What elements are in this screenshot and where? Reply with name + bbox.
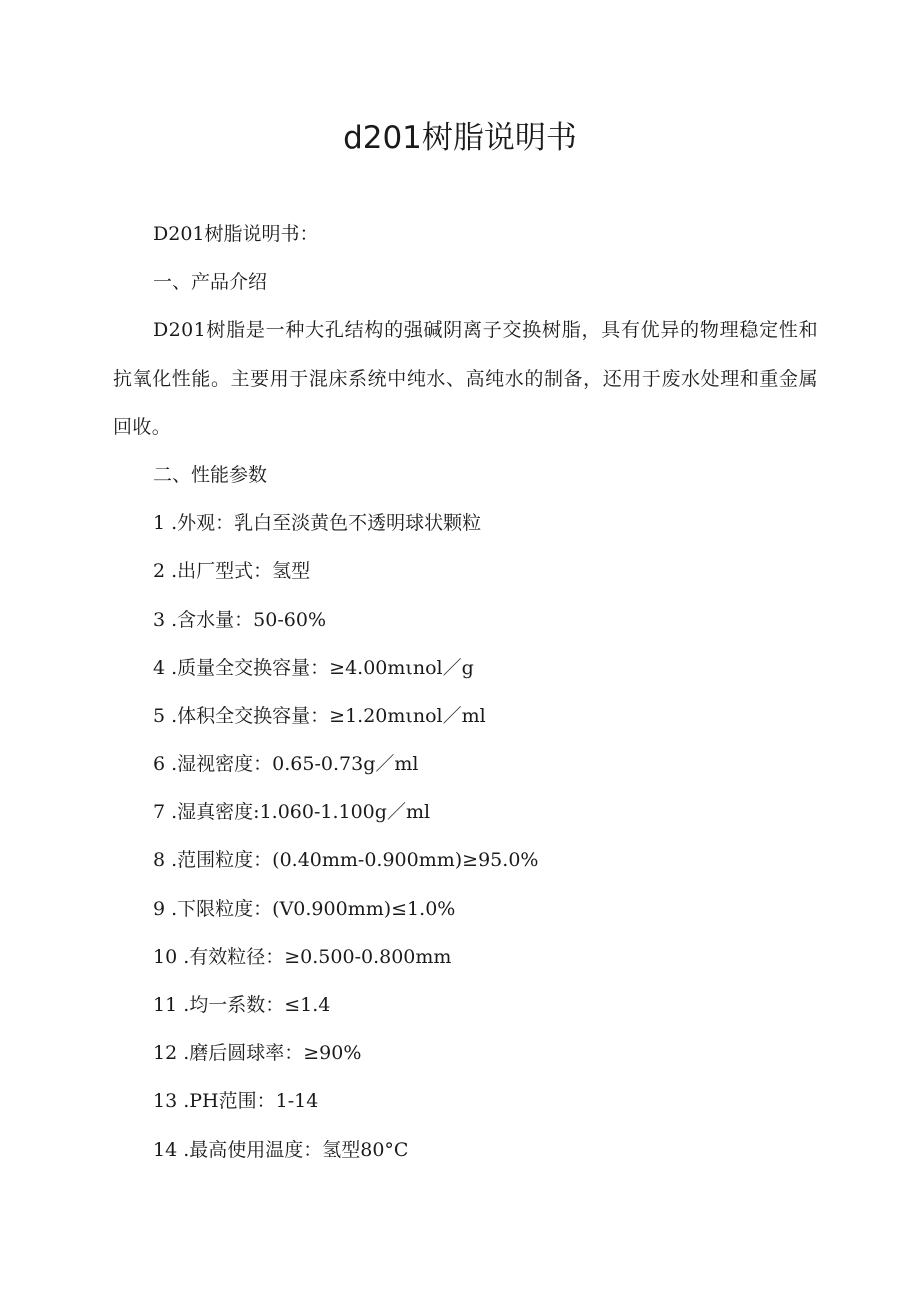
spec-item: 3 .含水量：50-60% xyxy=(153,608,326,631)
spec-item: 12 .磨后圆球率：≥90% xyxy=(153,1042,362,1065)
page-title: d201树脂说明书 xyxy=(343,120,577,156)
section-heading-performance-params: 二、性能参数 xyxy=(153,463,268,486)
spec-item: 4 .质量全交换容量：≥4.00mιnol／g xyxy=(153,656,474,679)
spec-item: 11 .均一系数：≤1.4 xyxy=(153,994,331,1017)
spec-item: 10 .有效粒径：≥0.500-0.800mm xyxy=(153,945,452,968)
spec-item: 2 .出厂型式：氢型 xyxy=(153,560,311,583)
spec-item: 9 .下限粒度：(V0.900mm)≤1.0% xyxy=(153,897,456,920)
spec-item: 14 .最高使用温度：氢型80°C xyxy=(153,1138,409,1161)
spec-item: 7 .湿真密度:1.060-1.100g／ml xyxy=(153,801,431,824)
document-body xyxy=(113,210,818,1174)
section-heading-product-intro: 一、产品介绍 xyxy=(153,271,268,294)
spec-item: 13 .PH范围：1-14 xyxy=(153,1090,319,1113)
spec-item: 6 .湿视密度：0.65-0.73g／ml xyxy=(153,753,419,776)
spec-item: 1 .外观：乳白至淡黄色不透明球状颗粒 xyxy=(153,512,482,535)
spec-item: 8 .范围粒度：(0.40mm-0.900mm)≥95.0% xyxy=(153,849,539,872)
intro-heading: D201树脂说明书： xyxy=(153,223,319,245)
spec-list xyxy=(113,499,818,1174)
spec-item: 5 .体积全交换容量：≥1.20mιnol／ml xyxy=(153,704,486,727)
product-intro-paragraph: D201树脂是一种大孔结构的强碱阴离子交换树脂，具有优异的物理稳定性和抗氧化性能。主要用于混床系统中纯水、高纯水的制备，还用于废水处理和重金属回收。 xyxy=(113,319,818,438)
